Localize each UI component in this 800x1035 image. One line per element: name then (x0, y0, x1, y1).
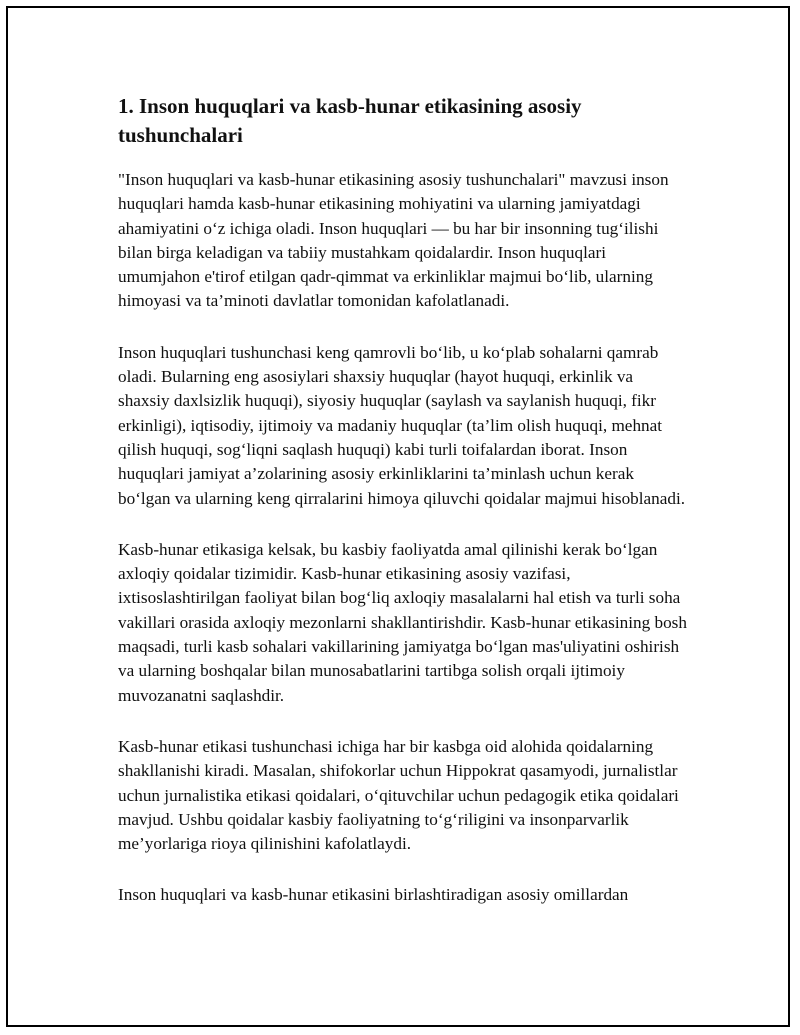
paragraph-4: Kasb-hunar etikasi tushunchasi ichiga har bir kasbga oid alohida qoidalarning shakllanishi kiradi. Masalan, shifokorlar uchun Hippokrat qasamyodi, jurnalistlar uchun jurnalistika etikasi qoidalari, o‘qituvchilar uchun pedagogik etika qoidalari mavjud. Ushbu qoidalar kasbiy faoliyatning to‘g‘riligini va insonparvarlik me’yorlariga rioya qilinishini kafolatlaydi. (118, 736, 679, 854)
paragraph-5: Inson huquqlari va kasb-hunar etikasini birlashtiradigan asosiy omillardan (118, 885, 629, 905)
paragraph-2: Inson huquqlari tushunchasi keng qamrovli bo‘lib, u ko‘plab sohalarni qamrab oladi. Bularning eng asosiylari shaxsiy huquqlar (hayot huquqi, erkinlik va shaxsiy daxlsizlik huquqi), siyosiy huquqlar (saylash va saylanish huquqi, fikr erkinligi), iqtisodiy, ijtimoiy va madaniy huquqlar (ta’lim olish huquqi, mehnat qilish huquqi, sog‘liqni saqlash huquqi) kabi turli toifalardan iborat. Inson huquqlari jamiyat a’zolarining asosiy erkinliklarini ta’minlash uchun kerak bo‘lgan va ularning keng qirralarini himoya qiluvchi qoidalar majmui hisoblanadi. (118, 342, 686, 508)
document-body (118, 92, 688, 935)
paragraph-1: "Inson huquqlari va kasb-hunar etikasining asosiy tushunchalari" mavzusi inson huquqlari hamda kasb-hunar etikasining mohiyatini va ularning jamiyatdagi ahamiyatini o‘z ichiga oladi. Inson huquqlari — bu har bir insonning tug‘ilishi bilan birga keladigan va tabiiy mustahkam qoidalardir. Inson huquqlari umumjahon e'tirof etilgan qadr-qimmat va erkinliklar majmui bo‘lib, ularning himoyasi va ta’minoti davlatlar tomonidan kafolatlanadi. (118, 170, 669, 311)
paragraph-3: Kasb-hunar etikasiga kelsak, bu kasbiy faoliyatda amal qilinishi kerak bo‘lgan axloqiy qoidalar tizimidir. Kasb-hunar etikasining asosiy vazifasi, ixtisoslashtirilgan faoliyat bilan bog‘liq axloqiy masalalarni hal etish va turli soha vakillari orasida axloqiy mezonlarni shakllantirishdir. Kasb-hunar etikasining bosh maqsadi, turli kasb sohalari vakillarining jamiyatga bo‘lgan mas'uliyatini oshirish va ularning boshqalar bilan munosabatlarini tartibga solish orqali ijtimoiy muvozanatni saqlashdir. (118, 539, 687, 705)
section-heading: 1. Inson huquqlari va kasb-hunar etikasining asosiy tushunchalari (118, 94, 582, 147)
